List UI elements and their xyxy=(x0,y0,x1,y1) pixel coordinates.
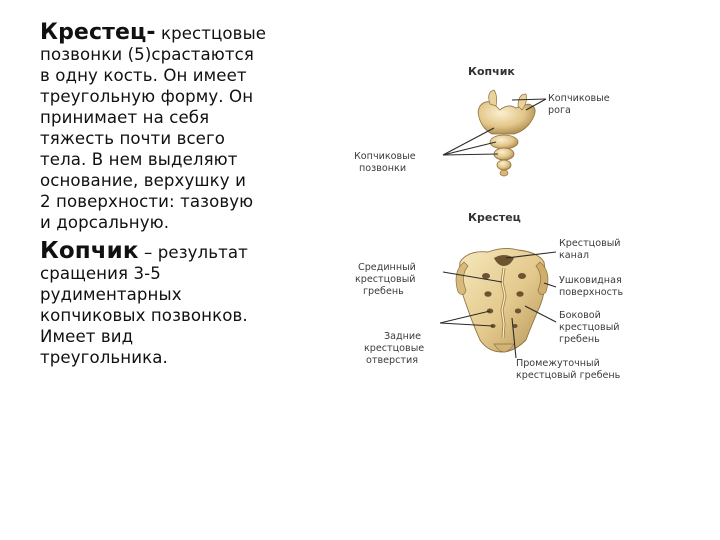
coccyx-text-line: копчиковых позвонков. xyxy=(40,306,248,325)
text-column xyxy=(40,22,302,376)
coccyx-bone-drawing xyxy=(478,90,535,176)
coccyx-horns-label: Копчиковые рога xyxy=(548,93,610,116)
anatomy-figure xyxy=(340,50,680,400)
coccyx-text-line: треугольника. xyxy=(40,348,168,367)
intermediate-crest-label: Промежуточный крестцовый гребень xyxy=(516,358,621,381)
coccyx-text-line: рудиментарных xyxy=(40,285,182,304)
auricular-surface-label: Ушковидная поверхность xyxy=(559,275,624,298)
coccyx-term: Копчик xyxy=(40,238,139,264)
sacrum-text-line: позвонки (5)срастаются xyxy=(40,45,254,64)
sacrum-bone-drawing xyxy=(456,248,548,352)
sacrum-text-line: треугольную форму. Он xyxy=(40,87,254,106)
leader-line xyxy=(443,142,496,155)
leader-line xyxy=(443,128,494,155)
anatomy-illustration xyxy=(340,50,680,400)
sacrum-title: Крестец xyxy=(468,211,521,224)
coccyx-paragraph xyxy=(40,238,302,368)
sacrum-text-line: и дорсальную. xyxy=(40,213,170,232)
sacrum-text-line: 2 поверхности: тазовую xyxy=(40,192,254,211)
coccyx-text-line: Имеет вид xyxy=(40,327,134,346)
coccyx-text-line: – результат xyxy=(143,243,248,262)
sacrum-paragraph xyxy=(40,22,302,233)
coccyx-vertebrae-label: Копчиковые позвонки xyxy=(354,151,416,174)
sacrum-text-line: крестцовые xyxy=(160,24,267,43)
sacrum-text-line: тела. В нем выделяют xyxy=(40,150,238,169)
sacral-canal-label: Крестцовый канал xyxy=(559,238,621,261)
sacrum-text-line: основание, верхушку и xyxy=(40,171,246,190)
lateral-crest-label: Боковой крестцовый гребень xyxy=(559,310,620,345)
sacrum-term: Крестец- xyxy=(40,20,156,45)
posterior-foramina-label: Задние крестцовые отверстия xyxy=(364,331,425,366)
coccyx-title: Копчик xyxy=(468,65,515,78)
sacrum-text-line: в одну кость. Он имеет xyxy=(40,66,247,85)
sacrum-text-line: принимает на себя xyxy=(40,108,210,127)
median-crest-label: Срединный крестцовый гребень xyxy=(355,262,416,297)
coccyx-text-line: сращения 3-5 xyxy=(40,264,161,283)
leader-line xyxy=(512,99,546,100)
leader-line xyxy=(443,154,498,155)
sacrum-text-line: тяжесть почти всего xyxy=(40,129,226,148)
